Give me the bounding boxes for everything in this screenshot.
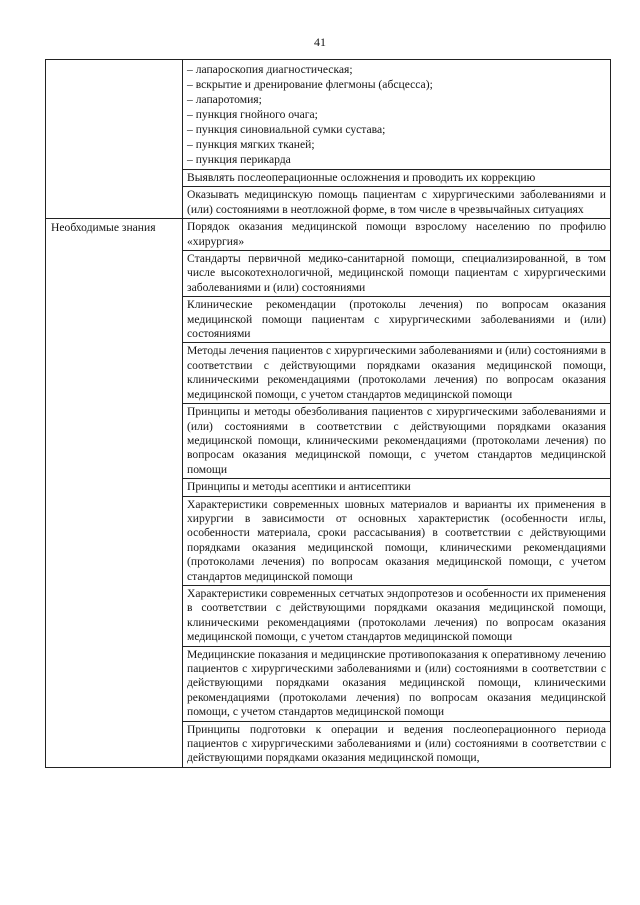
list-item: – вскрытие и дренирование флегмоны (абсцесса); [187,78,433,91]
knowledge-item: Принципы и методы асептики и антисептики [183,479,610,496]
knowledge-item: Медицинские показания и медицинские противопоказания к оперативному лечению пациентов с хирургическими заболеваниями и (или) состояниями в соответствии с действующими порядками оказания медицинской помощи, клиническими рекомендациями (протоколами лечения) по вопросам оказания медицинской помощи, с учетом стандартов медицинской помощи [183,647,610,722]
knowledge-item: Клинические рекомендации (протоколы лечения) по вопросам оказания медицинской помощи пациентам с хирургическими заболеваниями и (или) состояниями [183,297,610,343]
knowledge-item: Характеристики современных шовных материалов и варианты их применения в хирургии в зависимости от основных характеристик (особенности иглы, особенности материала, сроки рассасывания) в соответствии с действующими порядками оказания медицинской помощи, клиническими рекомендациями (протоколами лечения) по вопросам оказания медицинской помощи, с учетом стандартов медицинской помощи [183,497,610,586]
row-label [46,60,183,219]
procedure-list [183,60,610,170]
knowledge-item: Методы лечения пациентов с хирургическими заболеваниями и (или) состояниями в соответствии с действующими порядками оказания медицинской помощи, клиническими рекомендациями (протоколами лечения) по вопросам оказания медицинской помощи, с учетом стандартов медицинской помощи [183,343,610,404]
list-item: – пункция гнойного очага; [187,108,318,121]
table-row [46,60,611,219]
list-item: – пункция синовиальной сумки сустава; [187,123,386,136]
skill-item: Оказывать медицинскую помощь пациентам с хирургическими заболеваниями и (или) состояниями в неотложной форме, в том числе в чрезвычайных ситуациях [187,188,606,216]
list-item: – пункция перикарда [187,153,291,166]
knowledge-item: Стандарты первичной медико-санитарной помощи, специализированной, в том числе высокотехнологичной, медицинской помощи пациентам с хирургическими заболеваниями и (или) состояниями [183,251,610,297]
row-label-required-knowledge: Необходимые знания [46,219,183,768]
competency-table [45,59,611,768]
knowledge-item: Принципы подготовки к операции и ведения послеоперационного периода пациентов с хирургическими заболеваниями и (или) состояниями в соответствии с действующими порядками оказания медицинской помощи, [187,722,606,765]
list-item: – лапароскопия диагностическая; [187,63,353,76]
knowledge-item: Принципы и методы обезболивания пациентов с хирургическими заболеваниями и (или) состояниями в соответствии с действующими порядками оказания медицинской помощи, клиническими рекомендациями (протоколами лечения) по вопросам оказания медицинской помощи, с учетом стандартов медицинской помощи [183,404,610,479]
skill-item: Выявлять послеоперационные осложнения и проводить их коррекцию [183,170,610,187]
knowledge-item: Характеристики современных сетчатых эндопротезов и особенности их применения в соответствии с действующими порядками оказания медицинской помощи, клиническими рекомендациями (протоколами лечения) по вопросам оказания медицинской помощи, с учетом стандартов медицинской помощи [183,586,610,647]
page-number: 41 [314,35,326,49]
list-item: – пункция мягких тканей; [187,138,315,151]
table-row [46,219,611,768]
knowledge-item: Порядок оказания медицинской помощи взрослому населению по профилю «хирургия» [183,219,610,251]
row-content [183,60,611,219]
row-content [183,219,611,768]
list-item: – лапаротомия; [187,93,262,106]
